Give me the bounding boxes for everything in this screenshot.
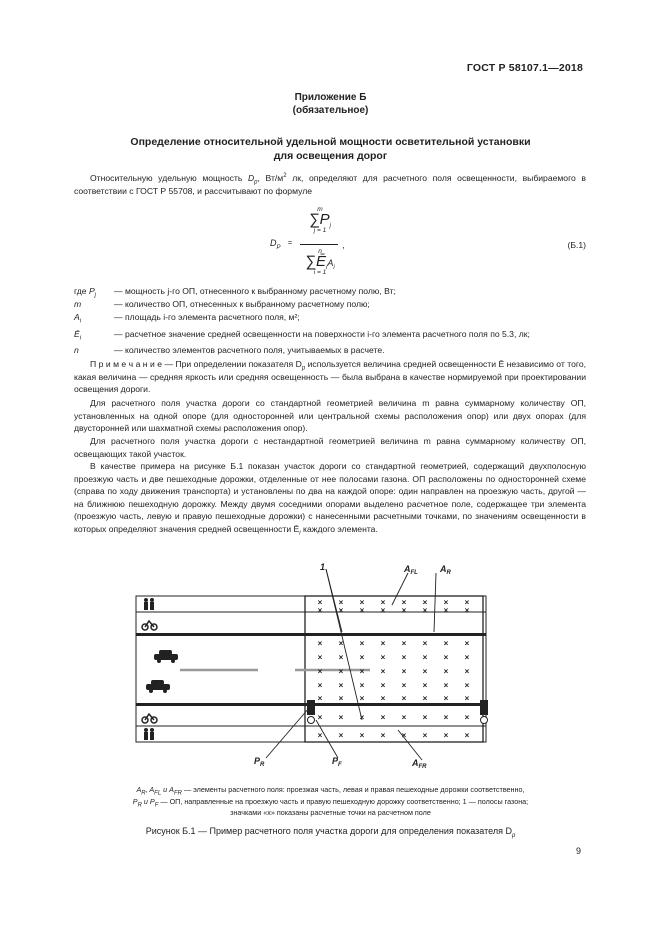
calc-point-mark: × [338,653,344,662]
calc-point-mark: × [464,598,470,607]
calc-point-mark: × [422,653,428,662]
calc-point-mark: × [443,681,449,690]
nonstandard-geometry-paragraph: Для расчетного поля участка дороги с нестандартной геометрией величина m равна суммарному количеству ОП, освещающих такой участок. [74,436,586,459]
appendix-heading [0,91,661,117]
calc-point-mark: × [359,667,365,676]
calc-point-mark: × [422,606,428,615]
calc-point-mark: × [317,598,323,607]
formula-denominator: n $\sum Ē_iA_i$ i = 1 [305,248,335,276]
calc-point-mark: × [443,653,449,662]
calc-point-mark: × [443,639,449,648]
upper-curb [136,633,486,636]
calc-point-mark: × [338,694,344,703]
calc-point-mark: × [443,731,449,740]
fraction-bar [300,244,338,245]
note-paragraph: П р и м е ч а н и е — При определении показателя $D_p$ используется величина средней освещенности Ē независимо от того, какая величина — средняя яркость или средняя освещенность — была выбрана в качестве нормируемой при проектировании освещения дороги. [74,359,587,395]
figure-title: Рисунок Б.1 — Пример расчетного поля участка дороги для определения показателя $D_p$ [145,826,516,839]
label-lawn: 1 [320,562,326,572]
calc-point-mark: × [359,639,365,648]
page-number: 9 [575,846,581,856]
calc-point-mark: × [380,606,386,615]
pole-left-icon [307,700,315,724]
calc-point-mark: × [359,713,365,722]
calc-point-mark: × [359,694,365,703]
calc-point-mark: × [380,653,386,662]
calc-point-mark: × [401,681,407,690]
calc-point-mark: × [401,731,407,740]
calc-point-mark: × [317,731,323,740]
definition-item: где $P_j$ — мощность j-го ОП, отнесенного к выбранному расчетному полю, Вт; [74,286,396,299]
calc-point-mark: × [422,667,428,676]
calc-point-mark: × [317,639,323,648]
calc-point-mark: × [422,713,428,722]
example-paragraph: В качестве примера на рисунке Б.1 показан участок дороги со стандартной геометрией, содержащий двухполосную проезжую часть и две пешеходные дорожки, отделенные от нее полосами газона. ОП расположены по односторонней схеме (справа по ходу движения транспорта) и установлены по два на каждой опоре: один направлен на проезжую часть, другой — на ближнюю пешеходную дорожку. Между двумя соседними опорами выделено расчетное поле, содержащее три элемента (проезжую часть, левую и правую пешеходные дорожки) с нанесенными расчетными точками, по значениям освещенности в которых определяют значения средней освещенности $Ē_i$ каждого элемента. [74,461,586,537]
calc-point-mark: × [443,598,449,607]
leader-line [398,730,422,760]
appendix-status: (обязательное) [292,105,369,116]
label-pr: $P_R$ [254,756,265,768]
calc-point-mark: × [443,667,449,676]
standard-geometry-paragraph: Для расчетного поля участка дороги со стандартной геометрией величина m равна суммарному количеству ОП, установленных на одной опоре (для односторонней или центральной схемы расположения опор) или двух опорах (для двусторонней или шахматной схемы расположения опор). [74,398,586,434]
calc-point-mark: × [338,731,344,740]
intro-paragraph: Относительную удельную мощность $D_p$, $Вт/м^2$ лк, определяют для расчетного поля освещенности, выбираемого в соответствии с ГОСТ Р 55708, и рассчитывают по формуле [74,173,586,196]
section-title [0,135,661,163]
calc-point-mark: × [359,606,365,615]
formula-b1: $D_P$ = m $\sum P_j$ j = 1 n $\sum Ē_iA_i$ i = 1 , [270,206,345,276]
definition-item: m — количество ОП, отнесенных к выбранному расчетному полю; [74,299,370,309]
appendix-title: Приложение Б [294,92,367,103]
calc-point-mark: × [317,653,323,662]
calc-point-mark: × [317,713,323,722]
label-ar: $A_R$ [440,564,451,576]
calc-point-mark: × [401,606,407,615]
calc-point-mark: × [464,731,470,740]
calc-point-mark: × [359,681,365,690]
label-pf: $P_F$ [332,756,342,768]
calc-point-mark: × [401,639,407,648]
calc-point-mark: × [422,694,428,703]
calc-point-mark: × [464,653,470,662]
calc-point-mark: × [338,606,344,615]
calc-point-mark: × [317,606,323,615]
calc-point-mark: × [317,681,323,690]
calc-point-mark: × [359,653,365,662]
calc-point-mark: × [380,694,386,703]
calculation-points [318,598,470,740]
pedestrian-icon [144,728,154,740]
cyclist-icon [142,714,157,723]
calc-point-mark: × [380,731,386,740]
calc-point-mark: × [338,713,344,722]
calc-point-mark: × [422,598,428,607]
definition-item: $Ē_i$ — расчетное значение средней освещенности на поверхности i-го элемента расчетного поля по 5.3, лк; [74,329,530,342]
pedestrian-icon [144,598,154,610]
label-afl: $A_{FL}$ [404,564,418,576]
calc-point-mark: × [401,667,407,676]
formula-numerator: m $\sum P_j$ j = 1 [308,206,332,234]
calc-point-mark: × [401,694,407,703]
calc-point-mark: × [338,639,344,648]
calc-point-mark: × [338,667,344,676]
section-title-line1: Определение относительной удельной мощности осветительной установки [130,136,531,148]
calc-point-mark: × [464,606,470,615]
definition-item: n — количество элементов расчетного поля, учитываемых в расчете. [74,345,385,355]
calc-point-mark: × [380,681,386,690]
leader-line [266,708,309,758]
calc-point-mark: × [338,598,344,607]
calc-point-mark: × [443,694,449,703]
cyclist-icon [142,621,157,630]
calc-point-mark: × [464,694,470,703]
leader-line [326,569,362,720]
definition-item: $A_i$ — площадь i-го элемента расчетного поля, м²; [74,312,300,325]
calc-point-mark: × [422,639,428,648]
calc-point-mark: × [443,606,449,615]
car-icon [146,680,170,693]
calc-point-mark: × [464,639,470,648]
section-title-line2: для освещения дорог [273,150,388,162]
calc-point-mark: × [317,694,323,703]
calc-point-mark: × [359,598,365,607]
calc-point-mark: × [464,713,470,722]
car-icon [154,650,178,663]
leader-line [434,573,436,632]
calc-point-mark: × [380,598,386,607]
calc-point-mark: × [443,713,449,722]
formula-number: (Б.1) [567,240,586,250]
document-header: ГОСТ Р 58107.1—2018 [466,62,583,74]
definitions-list [74,286,594,358]
calc-point-mark: × [380,667,386,676]
calc-point-mark: × [464,667,470,676]
calc-point-mark: × [317,667,323,676]
calc-point-mark: × [380,713,386,722]
calc-point-mark: × [380,639,386,648]
label-afr: $A_{FR}$ [412,758,427,770]
calc-point-mark: × [422,681,428,690]
pole-right-icon [480,700,488,724]
calc-point-mark: × [422,731,428,740]
calc-point-mark: × [359,731,365,740]
calc-point-mark: × [338,681,344,690]
road-diagram [130,560,500,775]
calc-point-mark: × [401,653,407,662]
figure-legend: $A_R$, $A_{FL}$ и $A_{FR}$ — элементы расчетного поля: проезжая часть, левая и правая пешеходные дорожки соответственно, $P_R$ и $P_F$ — ОП, направленные на проезжую часть и правую пешеходную дорожку соответственно; 1 — полосы газона; значками «х» показаны расчетные точки на расчетном поле [132,785,529,817]
calc-point-mark: × [464,681,470,690]
calc-point-mark: × [401,598,407,607]
calc-point-mark: × [401,713,407,722]
